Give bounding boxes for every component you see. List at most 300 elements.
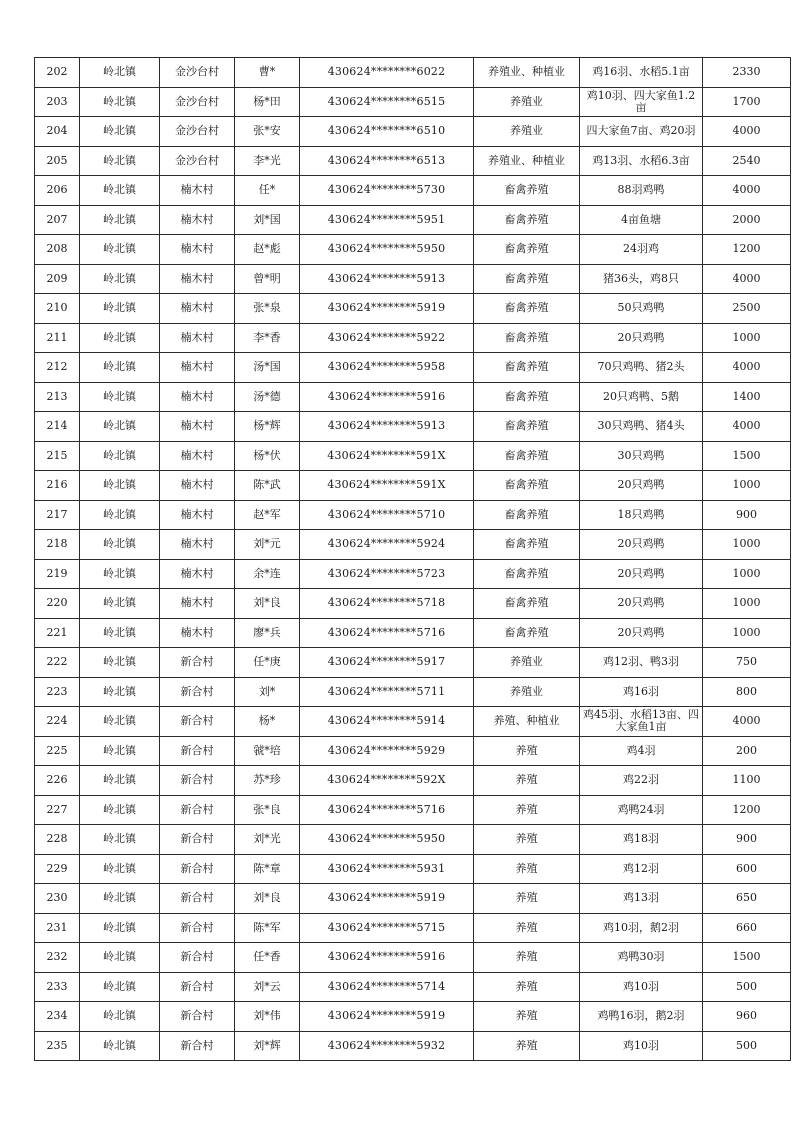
village-cell: 楠木村 bbox=[160, 412, 235, 442]
industry-type-cell: 畜禽养殖 bbox=[474, 323, 580, 353]
row-number: 215 bbox=[35, 441, 80, 471]
town-cell: 岭北镇 bbox=[80, 500, 160, 530]
name-cell: 陈*章 bbox=[235, 854, 300, 884]
table-row bbox=[35, 87, 791, 117]
production-detail-cell: 20只鸡鸭 bbox=[580, 530, 703, 560]
table-row bbox=[35, 412, 791, 442]
town-cell: 岭北镇 bbox=[80, 825, 160, 855]
table-row bbox=[35, 795, 791, 825]
town-cell: 岭北镇 bbox=[80, 1002, 160, 1032]
industry-type-cell: 畜禽养殖 bbox=[474, 176, 580, 206]
production-detail-cell: 鸡18羽 bbox=[580, 825, 703, 855]
id-number-cell: 430624********5932 bbox=[300, 1031, 474, 1061]
name-cell: 刘*云 bbox=[235, 972, 300, 1002]
id-number-cell: 430624********5919 bbox=[300, 294, 474, 324]
amount-cell: 2000 bbox=[703, 205, 791, 235]
amount-cell: 1400 bbox=[703, 382, 791, 412]
id-number-cell: 430624********5916 bbox=[300, 943, 474, 973]
town-cell: 岭北镇 bbox=[80, 677, 160, 707]
village-cell: 新合村 bbox=[160, 1031, 235, 1061]
name-cell: 张*良 bbox=[235, 795, 300, 825]
row-number: 234 bbox=[35, 1002, 80, 1032]
town-cell: 岭北镇 bbox=[80, 589, 160, 619]
amount-cell: 1000 bbox=[703, 589, 791, 619]
row-number: 202 bbox=[35, 58, 80, 88]
name-cell: 刘* bbox=[235, 677, 300, 707]
table-row bbox=[35, 972, 791, 1002]
name-cell: 刘*良 bbox=[235, 884, 300, 914]
name-cell: 余*连 bbox=[235, 559, 300, 589]
id-number-cell: 430624********591X bbox=[300, 441, 474, 471]
table-row bbox=[35, 736, 791, 766]
industry-type-cell: 养殖 bbox=[474, 1031, 580, 1061]
town-cell: 岭北镇 bbox=[80, 972, 160, 1002]
row-number: 206 bbox=[35, 176, 80, 206]
id-number-cell: 430624********5723 bbox=[300, 559, 474, 589]
id-number-cell: 430624********592X bbox=[300, 766, 474, 796]
name-cell: 张*安 bbox=[235, 117, 300, 147]
amount-cell: 1500 bbox=[703, 943, 791, 973]
amount-cell: 900 bbox=[703, 500, 791, 530]
id-number-cell: 430624********6022 bbox=[300, 58, 474, 88]
village-cell: 楠木村 bbox=[160, 530, 235, 560]
table-row bbox=[35, 471, 791, 501]
town-cell: 岭北镇 bbox=[80, 294, 160, 324]
production-detail-cell: 20只鸡鸭、5鹅 bbox=[580, 382, 703, 412]
town-cell: 岭北镇 bbox=[80, 471, 160, 501]
row-number: 230 bbox=[35, 884, 80, 914]
town-cell: 岭北镇 bbox=[80, 353, 160, 383]
table-row bbox=[35, 648, 791, 678]
name-cell: 杨*辉 bbox=[235, 412, 300, 442]
production-detail-cell: 30只鸡鸭 bbox=[580, 441, 703, 471]
town-cell: 岭北镇 bbox=[80, 205, 160, 235]
table-row bbox=[35, 353, 791, 383]
amount-cell: 1000 bbox=[703, 559, 791, 589]
town-cell: 岭北镇 bbox=[80, 854, 160, 884]
amount-cell: 660 bbox=[703, 913, 791, 943]
town-cell: 岭北镇 bbox=[80, 707, 160, 737]
town-cell: 岭北镇 bbox=[80, 618, 160, 648]
amount-cell: 4000 bbox=[703, 353, 791, 383]
name-cell: 虢*培 bbox=[235, 736, 300, 766]
amount-cell: 2330 bbox=[703, 58, 791, 88]
production-detail-cell: 鸡鸭30羽 bbox=[580, 943, 703, 973]
amount-cell: 1100 bbox=[703, 766, 791, 796]
industry-type-cell: 养殖 bbox=[474, 1002, 580, 1032]
village-cell: 楠木村 bbox=[160, 264, 235, 294]
table-row bbox=[35, 589, 791, 619]
row-number: 233 bbox=[35, 972, 80, 1002]
row-number: 217 bbox=[35, 500, 80, 530]
id-number-cell: 430624********5924 bbox=[300, 530, 474, 560]
production-detail-cell: 18只鸡鸭 bbox=[580, 500, 703, 530]
table-row bbox=[35, 707, 791, 737]
table-row bbox=[35, 117, 791, 147]
industry-type-cell: 畜禽养殖 bbox=[474, 205, 580, 235]
village-cell: 楠木村 bbox=[160, 323, 235, 353]
amount-cell: 900 bbox=[703, 825, 791, 855]
id-number-cell: 430624********5958 bbox=[300, 353, 474, 383]
row-number: 210 bbox=[35, 294, 80, 324]
table-row bbox=[35, 146, 791, 176]
production-detail-cell: 鸡13羽、水稻6.3亩 bbox=[580, 146, 703, 176]
id-number-cell: 430624********5950 bbox=[300, 235, 474, 265]
row-number: 220 bbox=[35, 589, 80, 619]
table-row bbox=[35, 943, 791, 973]
village-cell: 新合村 bbox=[160, 943, 235, 973]
village-cell: 新合村 bbox=[160, 884, 235, 914]
village-cell: 楠木村 bbox=[160, 589, 235, 619]
row-number: 223 bbox=[35, 677, 80, 707]
industry-type-cell: 养殖业、种植业 bbox=[474, 146, 580, 176]
production-detail-cell: 4亩鱼塘 bbox=[580, 205, 703, 235]
village-cell: 楠木村 bbox=[160, 618, 235, 648]
name-cell: 刘*光 bbox=[235, 825, 300, 855]
row-number: 209 bbox=[35, 264, 80, 294]
town-cell: 岭北镇 bbox=[80, 1031, 160, 1061]
id-number-cell: 430624********6515 bbox=[300, 87, 474, 117]
production-detail-cell: 鸡鸭24羽 bbox=[580, 795, 703, 825]
name-cell: 曹* bbox=[235, 58, 300, 88]
production-detail-cell: 猪36头，鸡8只 bbox=[580, 264, 703, 294]
table-row bbox=[35, 618, 791, 648]
amount-cell: 1000 bbox=[703, 618, 791, 648]
industry-type-cell: 畜禽养殖 bbox=[474, 530, 580, 560]
id-number-cell: 430624********5716 bbox=[300, 618, 474, 648]
id-number-cell: 430624********5931 bbox=[300, 854, 474, 884]
industry-type-cell: 养殖业 bbox=[474, 677, 580, 707]
industry-type-cell: 养殖 bbox=[474, 766, 580, 796]
village-cell: 楠木村 bbox=[160, 235, 235, 265]
industry-type-cell: 养殖 bbox=[474, 913, 580, 943]
industry-type-cell: 畜禽养殖 bbox=[474, 500, 580, 530]
village-cell: 新合村 bbox=[160, 795, 235, 825]
village-cell: 金沙台村 bbox=[160, 117, 235, 147]
id-number-cell: 430624********5716 bbox=[300, 795, 474, 825]
row-number: 204 bbox=[35, 117, 80, 147]
id-number-cell: 430624********5922 bbox=[300, 323, 474, 353]
industry-type-cell: 养殖 bbox=[474, 884, 580, 914]
amount-cell: 1000 bbox=[703, 530, 791, 560]
production-detail-cell: 鸡10羽、四大家鱼1.2亩 bbox=[580, 87, 703, 117]
name-cell: 刘*伟 bbox=[235, 1002, 300, 1032]
production-detail-cell: 鸡16羽 bbox=[580, 677, 703, 707]
industry-type-cell: 养殖 bbox=[474, 736, 580, 766]
name-cell: 刘*良 bbox=[235, 589, 300, 619]
amount-cell: 750 bbox=[703, 648, 791, 678]
production-detail-cell: 鸡22羽 bbox=[580, 766, 703, 796]
name-cell: 汤*德 bbox=[235, 382, 300, 412]
row-number: 211 bbox=[35, 323, 80, 353]
table-row bbox=[35, 205, 791, 235]
village-cell: 楠木村 bbox=[160, 471, 235, 501]
name-cell: 任*庚 bbox=[235, 648, 300, 678]
amount-cell: 2540 bbox=[703, 146, 791, 176]
village-cell: 新合村 bbox=[160, 677, 235, 707]
row-number: 208 bbox=[35, 235, 80, 265]
name-cell: 汤*国 bbox=[235, 353, 300, 383]
amount-cell: 500 bbox=[703, 972, 791, 1002]
table-row bbox=[35, 500, 791, 530]
amount-cell: 2500 bbox=[703, 294, 791, 324]
village-cell: 新合村 bbox=[160, 648, 235, 678]
town-cell: 岭北镇 bbox=[80, 795, 160, 825]
town-cell: 岭北镇 bbox=[80, 323, 160, 353]
amount-cell: 1000 bbox=[703, 323, 791, 353]
name-cell: 李*光 bbox=[235, 146, 300, 176]
industry-type-cell: 养殖业、种植业 bbox=[474, 58, 580, 88]
village-cell: 金沙台村 bbox=[160, 58, 235, 88]
village-cell: 楠木村 bbox=[160, 382, 235, 412]
town-cell: 岭北镇 bbox=[80, 146, 160, 176]
town-cell: 岭北镇 bbox=[80, 87, 160, 117]
industry-type-cell: 养殖业 bbox=[474, 117, 580, 147]
table-row bbox=[35, 884, 791, 914]
production-detail-cell: 50只鸡鸭 bbox=[580, 294, 703, 324]
industry-type-cell: 养殖 bbox=[474, 854, 580, 884]
table-row bbox=[35, 235, 791, 265]
amount-cell: 1700 bbox=[703, 87, 791, 117]
name-cell: 赵*军 bbox=[235, 500, 300, 530]
production-detail-cell: 70只鸡鸭、猪2头 bbox=[580, 353, 703, 383]
id-number-cell: 430624********5951 bbox=[300, 205, 474, 235]
amount-cell: 800 bbox=[703, 677, 791, 707]
production-detail-cell: 鸡10羽 bbox=[580, 1031, 703, 1061]
amount-cell: 960 bbox=[703, 1002, 791, 1032]
name-cell: 刘*辉 bbox=[235, 1031, 300, 1061]
town-cell: 岭北镇 bbox=[80, 264, 160, 294]
amount-cell: 4000 bbox=[703, 264, 791, 294]
name-cell: 任* bbox=[235, 176, 300, 206]
town-cell: 岭北镇 bbox=[80, 943, 160, 973]
amount-cell: 4000 bbox=[703, 707, 791, 737]
row-number: 229 bbox=[35, 854, 80, 884]
id-number-cell: 430624********5913 bbox=[300, 264, 474, 294]
industry-type-cell: 畜禽养殖 bbox=[474, 353, 580, 383]
industry-type-cell: 畜禽养殖 bbox=[474, 294, 580, 324]
id-number-cell: 430624********5917 bbox=[300, 648, 474, 678]
name-cell: 廖*兵 bbox=[235, 618, 300, 648]
table-row bbox=[35, 58, 791, 88]
production-detail-cell: 20只鸡鸭 bbox=[580, 618, 703, 648]
production-detail-cell: 鸡12羽、鸭3羽 bbox=[580, 648, 703, 678]
village-cell: 新合村 bbox=[160, 854, 235, 884]
industry-type-cell: 畜禽养殖 bbox=[474, 441, 580, 471]
row-number: 228 bbox=[35, 825, 80, 855]
town-cell: 岭北镇 bbox=[80, 736, 160, 766]
industry-type-cell: 养殖 bbox=[474, 972, 580, 1002]
row-number: 216 bbox=[35, 471, 80, 501]
row-number: 235 bbox=[35, 1031, 80, 1061]
row-number: 226 bbox=[35, 766, 80, 796]
id-number-cell: 430624********5919 bbox=[300, 884, 474, 914]
industry-type-cell: 畜禽养殖 bbox=[474, 471, 580, 501]
name-cell: 刘*国 bbox=[235, 205, 300, 235]
id-number-cell: 430624********6513 bbox=[300, 146, 474, 176]
amount-cell: 1200 bbox=[703, 795, 791, 825]
town-cell: 岭北镇 bbox=[80, 382, 160, 412]
subsidy-roster-table bbox=[34, 57, 791, 1061]
table-row bbox=[35, 323, 791, 353]
production-detail-cell: 鸡45羽、水稻13亩、四大家鱼1亩 bbox=[580, 707, 703, 737]
village-cell: 金沙台村 bbox=[160, 146, 235, 176]
town-cell: 岭北镇 bbox=[80, 648, 160, 678]
town-cell: 岭北镇 bbox=[80, 235, 160, 265]
town-cell: 岭北镇 bbox=[80, 412, 160, 442]
village-cell: 新合村 bbox=[160, 825, 235, 855]
industry-type-cell: 畜禽养殖 bbox=[474, 618, 580, 648]
row-number: 225 bbox=[35, 736, 80, 766]
name-cell: 陈*武 bbox=[235, 471, 300, 501]
industry-type-cell: 畜禽养殖 bbox=[474, 412, 580, 442]
table-row bbox=[35, 913, 791, 943]
row-number: 207 bbox=[35, 205, 80, 235]
industry-type-cell: 养殖 bbox=[474, 943, 580, 973]
town-cell: 岭北镇 bbox=[80, 766, 160, 796]
amount-cell: 650 bbox=[703, 884, 791, 914]
production-detail-cell: 四大家鱼7亩、鸡20羽 bbox=[580, 117, 703, 147]
town-cell: 岭北镇 bbox=[80, 530, 160, 560]
row-number: 203 bbox=[35, 87, 80, 117]
id-number-cell: 430624********5913 bbox=[300, 412, 474, 442]
production-detail-cell: 鸡10羽 bbox=[580, 972, 703, 1002]
id-number-cell: 430624********5914 bbox=[300, 707, 474, 737]
production-detail-cell: 鸡10羽，鹅2羽 bbox=[580, 913, 703, 943]
industry-type-cell: 畜禽养殖 bbox=[474, 559, 580, 589]
amount-cell: 4000 bbox=[703, 176, 791, 206]
village-cell: 楠木村 bbox=[160, 205, 235, 235]
row-number: 205 bbox=[35, 146, 80, 176]
id-number-cell: 430624********591X bbox=[300, 471, 474, 501]
production-detail-cell: 鸡12羽 bbox=[580, 854, 703, 884]
id-number-cell: 430624********5916 bbox=[300, 382, 474, 412]
production-detail-cell: 20只鸡鸭 bbox=[580, 323, 703, 353]
industry-type-cell: 畜禽养殖 bbox=[474, 264, 580, 294]
production-detail-cell: 20只鸡鸭 bbox=[580, 589, 703, 619]
id-number-cell: 430624********5730 bbox=[300, 176, 474, 206]
id-number-cell: 430624********5718 bbox=[300, 589, 474, 619]
id-number-cell: 430624********5950 bbox=[300, 825, 474, 855]
amount-cell: 4000 bbox=[703, 117, 791, 147]
village-cell: 楠木村 bbox=[160, 559, 235, 589]
village-cell: 楠木村 bbox=[160, 294, 235, 324]
town-cell: 岭北镇 bbox=[80, 441, 160, 471]
name-cell: 苏*珍 bbox=[235, 766, 300, 796]
production-detail-cell: 鸡鸭16羽，鹅2羽 bbox=[580, 1002, 703, 1032]
table-row bbox=[35, 264, 791, 294]
village-cell: 楠木村 bbox=[160, 353, 235, 383]
amount-cell: 1000 bbox=[703, 471, 791, 501]
village-cell: 新合村 bbox=[160, 1002, 235, 1032]
name-cell: 张*泉 bbox=[235, 294, 300, 324]
town-cell: 岭北镇 bbox=[80, 58, 160, 88]
amount-cell: 1200 bbox=[703, 235, 791, 265]
industry-type-cell: 养殖业 bbox=[474, 87, 580, 117]
id-number-cell: 430624********6510 bbox=[300, 117, 474, 147]
table-row bbox=[35, 530, 791, 560]
village-cell: 金沙台村 bbox=[160, 87, 235, 117]
industry-type-cell: 养殖、种植业 bbox=[474, 707, 580, 737]
name-cell: 陈*军 bbox=[235, 913, 300, 943]
industry-type-cell: 养殖 bbox=[474, 795, 580, 825]
name-cell: 曾*明 bbox=[235, 264, 300, 294]
row-number: 212 bbox=[35, 353, 80, 383]
amount-cell: 1500 bbox=[703, 441, 791, 471]
amount-cell: 500 bbox=[703, 1031, 791, 1061]
amount-cell: 600 bbox=[703, 854, 791, 884]
town-cell: 岭北镇 bbox=[80, 913, 160, 943]
production-detail-cell: 24羽鸡 bbox=[580, 235, 703, 265]
table-row bbox=[35, 294, 791, 324]
row-number: 227 bbox=[35, 795, 80, 825]
id-number-cell: 430624********5715 bbox=[300, 913, 474, 943]
id-number-cell: 430624********5919 bbox=[300, 1002, 474, 1032]
row-number: 219 bbox=[35, 559, 80, 589]
name-cell: 杨* bbox=[235, 707, 300, 737]
table-row bbox=[35, 854, 791, 884]
production-detail-cell: 鸡13羽 bbox=[580, 884, 703, 914]
production-detail-cell: 20只鸡鸭 bbox=[580, 559, 703, 589]
village-cell: 新合村 bbox=[160, 766, 235, 796]
production-detail-cell: 20只鸡鸭 bbox=[580, 471, 703, 501]
row-number: 221 bbox=[35, 618, 80, 648]
industry-type-cell: 养殖 bbox=[474, 825, 580, 855]
table-row bbox=[35, 382, 791, 412]
id-number-cell: 430624********5710 bbox=[300, 500, 474, 530]
industry-type-cell: 畜禽养殖 bbox=[474, 589, 580, 619]
industry-type-cell: 畜禽养殖 bbox=[474, 382, 580, 412]
row-number: 218 bbox=[35, 530, 80, 560]
town-cell: 岭北镇 bbox=[80, 117, 160, 147]
production-detail-cell: 30只鸡鸭、猪4头 bbox=[580, 412, 703, 442]
id-number-cell: 430624********5711 bbox=[300, 677, 474, 707]
id-number-cell: 430624********5929 bbox=[300, 736, 474, 766]
table-row bbox=[35, 677, 791, 707]
village-cell: 新合村 bbox=[160, 972, 235, 1002]
name-cell: 任*香 bbox=[235, 943, 300, 973]
production-detail-cell: 鸡4羽 bbox=[580, 736, 703, 766]
town-cell: 岭北镇 bbox=[80, 176, 160, 206]
row-number: 213 bbox=[35, 382, 80, 412]
table-row bbox=[35, 441, 791, 471]
id-number-cell: 430624********5714 bbox=[300, 972, 474, 1002]
amount-cell: 200 bbox=[703, 736, 791, 766]
town-cell: 岭北镇 bbox=[80, 884, 160, 914]
village-cell: 新合村 bbox=[160, 707, 235, 737]
village-cell: 新合村 bbox=[160, 736, 235, 766]
table-row bbox=[35, 766, 791, 796]
table-row bbox=[35, 825, 791, 855]
table-row bbox=[35, 176, 791, 206]
row-number: 232 bbox=[35, 943, 80, 973]
production-detail-cell: 鸡16羽、水稻5.1亩 bbox=[580, 58, 703, 88]
village-cell: 楠木村 bbox=[160, 500, 235, 530]
town-cell: 岭北镇 bbox=[80, 559, 160, 589]
production-detail-cell: 88羽鸡鸭 bbox=[580, 176, 703, 206]
row-number: 214 bbox=[35, 412, 80, 442]
name-cell: 赵*彪 bbox=[235, 235, 300, 265]
name-cell: 李*香 bbox=[235, 323, 300, 353]
name-cell: 杨*田 bbox=[235, 87, 300, 117]
table-row bbox=[35, 559, 791, 589]
industry-type-cell: 畜禽养殖 bbox=[474, 235, 580, 265]
row-number: 231 bbox=[35, 913, 80, 943]
village-cell: 楠木村 bbox=[160, 176, 235, 206]
village-cell: 楠木村 bbox=[160, 441, 235, 471]
table-row bbox=[35, 1002, 791, 1032]
row-number: 224 bbox=[35, 707, 80, 737]
